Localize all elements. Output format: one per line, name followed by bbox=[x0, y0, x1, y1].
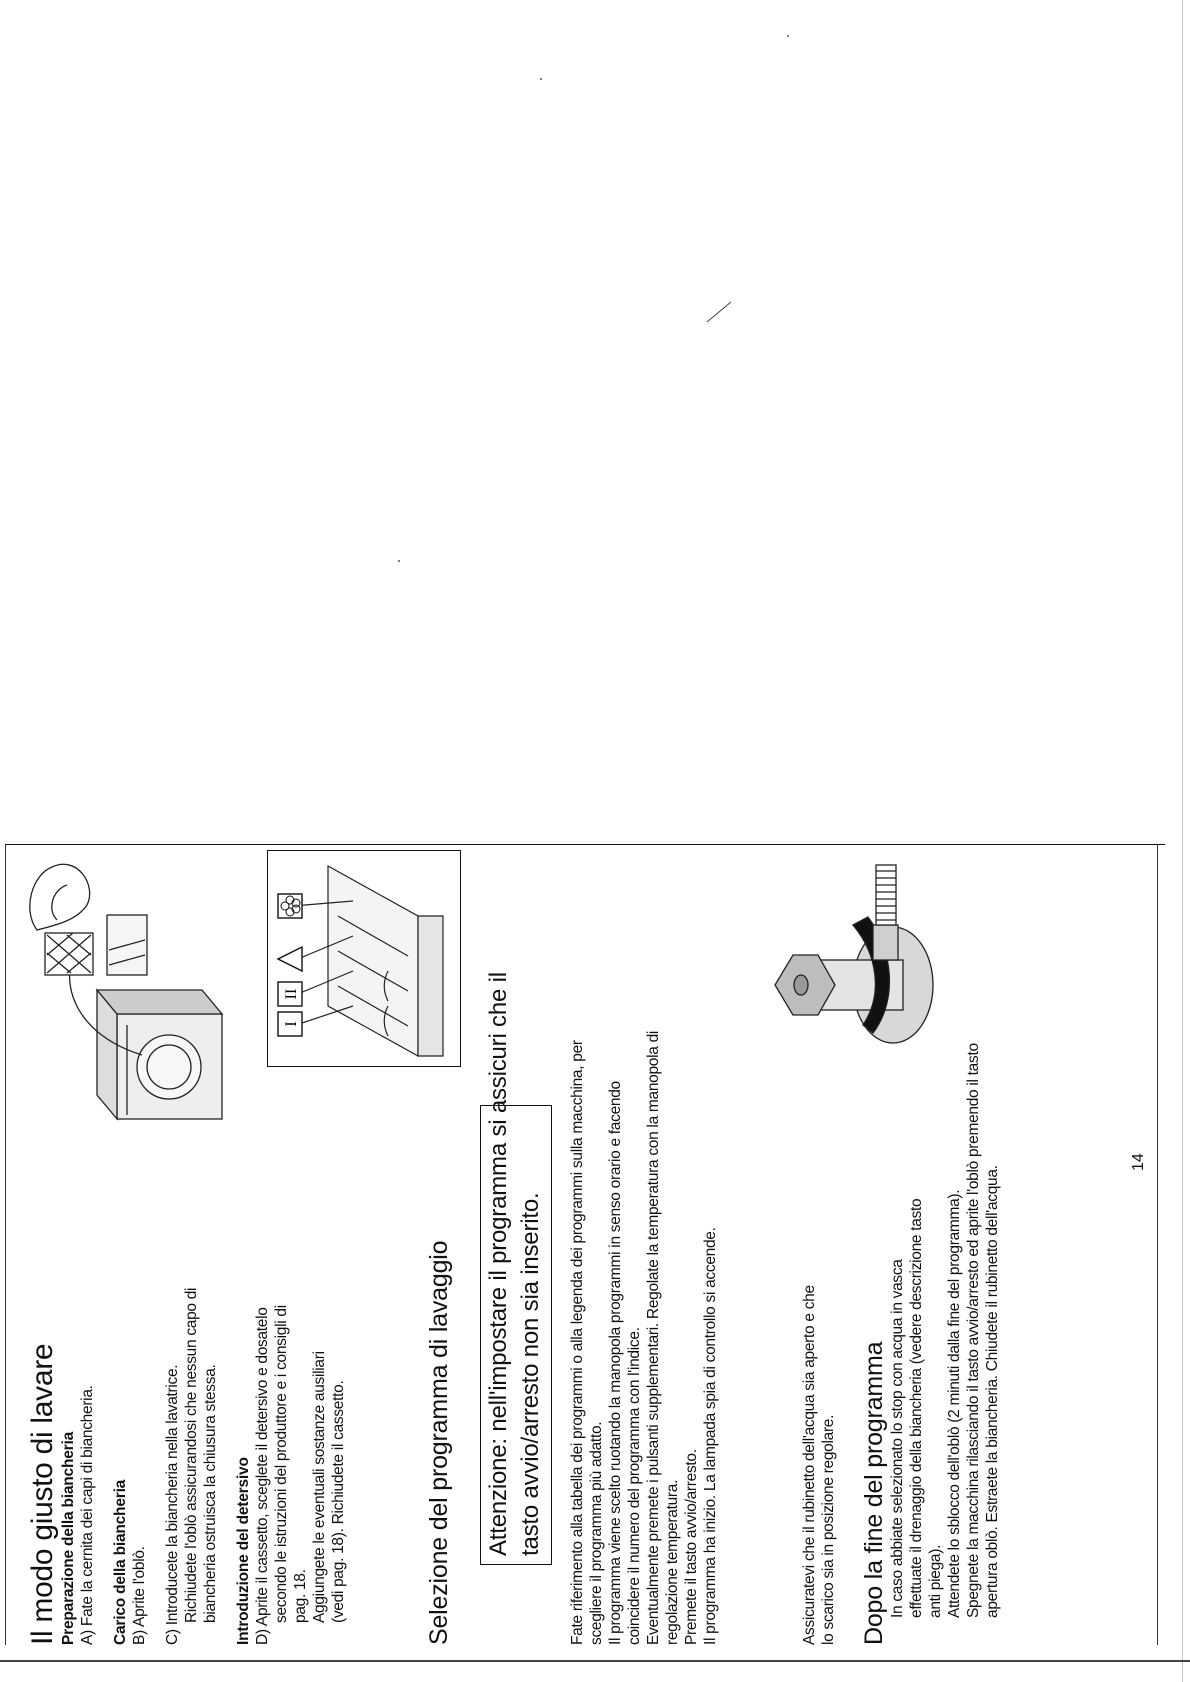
paragraph-line: Spegnete la macchina rilasciando il tasto avvio/arresto ed aprite l'oblò premendo il tasto bbox=[965, 1043, 982, 1618]
paragraph-line: regolazione temperatura. bbox=[664, 1479, 681, 1645]
paragraph-line: Il programma ha inizio. La lampada spia di controllo si accende. bbox=[702, 1227, 719, 1645]
section-program-selection bbox=[425, 865, 453, 1645]
scan-bottom-line bbox=[0, 1660, 1190, 1662]
page-rule-left bbox=[5, 845, 6, 1645]
step-a: A) Fate la cernita dei capi di biancheria. bbox=[79, 1385, 96, 1645]
paragraph-line: Il programma viene scelto ruotando la manopola programmi in senso orario e facendo bbox=[607, 1081, 624, 1645]
paragraph-line: Eventualmente premete i pulsanti supplementari. Regolate la temperatura con la manopola di bbox=[645, 1030, 662, 1645]
paragraph-line: effettuate il drenaggio della biancheria (vedere descrizione tasto bbox=[908, 1198, 925, 1618]
speck bbox=[398, 560, 400, 562]
paragraph-line: coincidere il numero del programma con l'indice. bbox=[626, 1327, 643, 1645]
subheading: Preparazione della biancheria bbox=[60, 1431, 77, 1645]
step-d-cont: Aggiungete le eventuali sostanze ausiliari bbox=[311, 1351, 328, 1623]
paragraph-line: anti piega). bbox=[927, 1544, 944, 1618]
step-d-cont: pag. 18. bbox=[292, 1569, 309, 1623]
tap-note bbox=[800, 865, 838, 1645]
step-d-cont: secondo le istruzioni del produttore e i consigli di bbox=[273, 1305, 290, 1623]
program-instructions bbox=[568, 865, 720, 1645]
paragraph-line: Attendete lo sblocco dell'oblò (2 minuti dalla fine del programma). bbox=[946, 1189, 963, 1618]
section-title: Selezione del programma di lavaggio bbox=[425, 1240, 453, 1645]
section-title: Dopo la fine del programma bbox=[860, 1341, 888, 1645]
washing-machine-loading-illustration bbox=[17, 850, 232, 1125]
manual-page bbox=[5, 845, 1165, 1645]
paragraph-line: lo scarico sia in posizione regolare. bbox=[820, 1414, 837, 1645]
paragraph-line: In caso abbiate selezionato lo stop con acqua in vasca bbox=[889, 1259, 906, 1618]
attention-box bbox=[480, 972, 552, 1565]
step-c-cont: Richiudete l'oblò assicurandosi che nessun capo di bbox=[183, 1287, 200, 1623]
pen-mark bbox=[705, 300, 735, 324]
compartment-1-label: I bbox=[283, 1021, 300, 1027]
scan-edge bbox=[1182, 0, 1183, 1682]
alert-line: Attenzione: nell'impostare il programma si assicuri che il bbox=[485, 972, 512, 1556]
subheading: Carico della biancheria bbox=[112, 1479, 129, 1645]
step-c-cont: biancheria ostruisca la chiusura stessa. bbox=[202, 1364, 219, 1623]
step-c: C) Introducete la biancheria nella lavatrice. bbox=[164, 1364, 181, 1645]
step-b: B) Aprite l'oblò. bbox=[131, 1546, 148, 1645]
paragraph-line: apertura oblò. Estraete la biancheria. Chiudete il rubinetto dell'acqua. bbox=[984, 1165, 1001, 1618]
section-program-end bbox=[860, 865, 1002, 1645]
speck bbox=[540, 78, 542, 80]
section-title: Il modo giusto di lavare bbox=[26, 1343, 59, 1645]
page-number: 14 bbox=[1130, 1153, 1147, 1171]
paragraph-line: scegliere il programma più adatto. bbox=[588, 1421, 605, 1645]
speck bbox=[787, 35, 789, 37]
paragraph-line: Assicuratevi che il rubinetto dell'acqua sia aperto e che bbox=[801, 1285, 818, 1645]
compartment-2-label: II bbox=[283, 988, 300, 1000]
step-d: D) Aprite il cassetto, sceglete il detersivo e dosatelo bbox=[254, 1307, 271, 1645]
subheading: Introduzione del detersivo bbox=[235, 1457, 252, 1645]
paragraph-line: Premete il tasto avvio/arresto. bbox=[683, 1449, 700, 1645]
alert-line: tasto avvio/arresto non sia inserito. bbox=[517, 1192, 544, 1556]
page-rule-right bbox=[1157, 845, 1158, 1645]
step-d-cont: (vedi pag. 18). Richiudete il cassetto. bbox=[330, 1380, 347, 1623]
paragraph-line: Fate riferimento alla tabella dei programmi o alla legenda dei programmi sulla macchina, per bbox=[569, 1040, 586, 1645]
bleach-triangle-icon bbox=[278, 947, 302, 971]
column-divider bbox=[5, 844, 1165, 845]
